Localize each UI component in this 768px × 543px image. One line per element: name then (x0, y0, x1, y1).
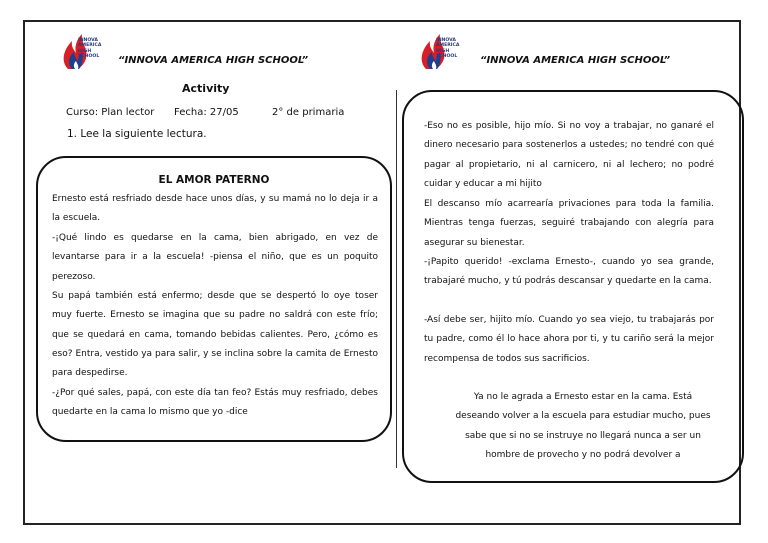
story-paragraph: -¿Por qué sales, papá, con este día tan feo? Estás muy resfriado, debes quedarte en la cama lo mismo que yo -dice (52, 388, 378, 418)
curso-label: Curso: Plan lector (66, 107, 155, 118)
story-paragraph: -¡Qué lindo es quedarse en la cama, bien abrigado, en vez de levantarse para ir a la escuela! -piensa el niño, que es un poquito perezoso. (52, 233, 378, 282)
closing-paragraph: Ya no le agrada a Ernesto estar en la cama. Está deseando volver a la escuela para estudiar mucho, pues sabe que si no se instruye no llegará nunca a ser un hombre de provecho y no podrá devolver a (455, 392, 711, 460)
story-paragraph: -Así debe ser, hijito mío. Cuando yo sea viejo, tu trabajarás por tu padre, como él lo hace ahora por ti, y tu cariño será la mejor recompensa de todos sus sacrificios. (424, 315, 714, 364)
school-name: “INNOVA AMERICA HIGH SCHOOL” (480, 55, 671, 66)
activity-title: Activity (182, 82, 230, 95)
logo-line: HIGH (78, 48, 92, 54)
logo-line: INNOVA (78, 38, 98, 43)
school-logo (62, 33, 112, 73)
fecha-label: Fecha: 27/05 (174, 107, 239, 118)
story-paragraph: -¡Papito querido! -exclama Ernesto-, cuando yo sea grande, trabajaré mucho, y tú podrás descansar y quedarte en la cama. (424, 257, 714, 287)
logo-text (436, 38, 459, 60)
logo-line: AMERICA (78, 43, 102, 49)
school-name: “INNOVA AMERICA HIGH SCHOOL” (118, 55, 309, 66)
logo-text (78, 38, 101, 60)
story-box-right (402, 90, 744, 483)
school-logo (420, 33, 470, 73)
instruction: 1. Lee la siguiente lectura. (67, 128, 207, 140)
story-paragraph: -Eso no es posible, hijo mío. Si no voy a trabajar, no ganaré el dinero necesario para sostenerlos a ustedes; no tendré con qué pagar al propietario, ni al carnicero, ni al lechero; no podré cuidar y educar a mi hijito (424, 121, 714, 189)
logo-line: INNOVA (436, 38, 456, 43)
story-paragraph: Ernesto está resfriado desde hace unos días, y su mamá no lo deja ir a la escuela. (52, 194, 378, 224)
logo-line: SCHOOL (78, 54, 100, 60)
story-title: EL AMOR PATERNO (158, 174, 270, 186)
logo-line: HIGH (436, 48, 450, 54)
grado-label: 2° de primaria (272, 107, 345, 118)
logo-line: SCHOOL (436, 54, 458, 60)
story-box-left (36, 156, 392, 442)
story-paragraph: Su papá también está enfermo; desde que se despertó lo oye toser muy fuerte. Ernesto se imagina que su padre no saldrá con este frío; que se quedará en cama, tomando bebidas calientes. Pero, ¿cómo es eso? Entra, vestido ya para salir, y se inclina sobre la camita de Ernesto para despedirse. (52, 291, 378, 379)
logo-line: AMERICA (436, 43, 460, 49)
story-paragraph: El descanso mío acarrearía privaciones para toda la familia. Mientras tenga fuerzas, seguiré trabajando con alegría para asegurar su bienestar. (424, 199, 714, 248)
page-divider (396, 90, 397, 468)
